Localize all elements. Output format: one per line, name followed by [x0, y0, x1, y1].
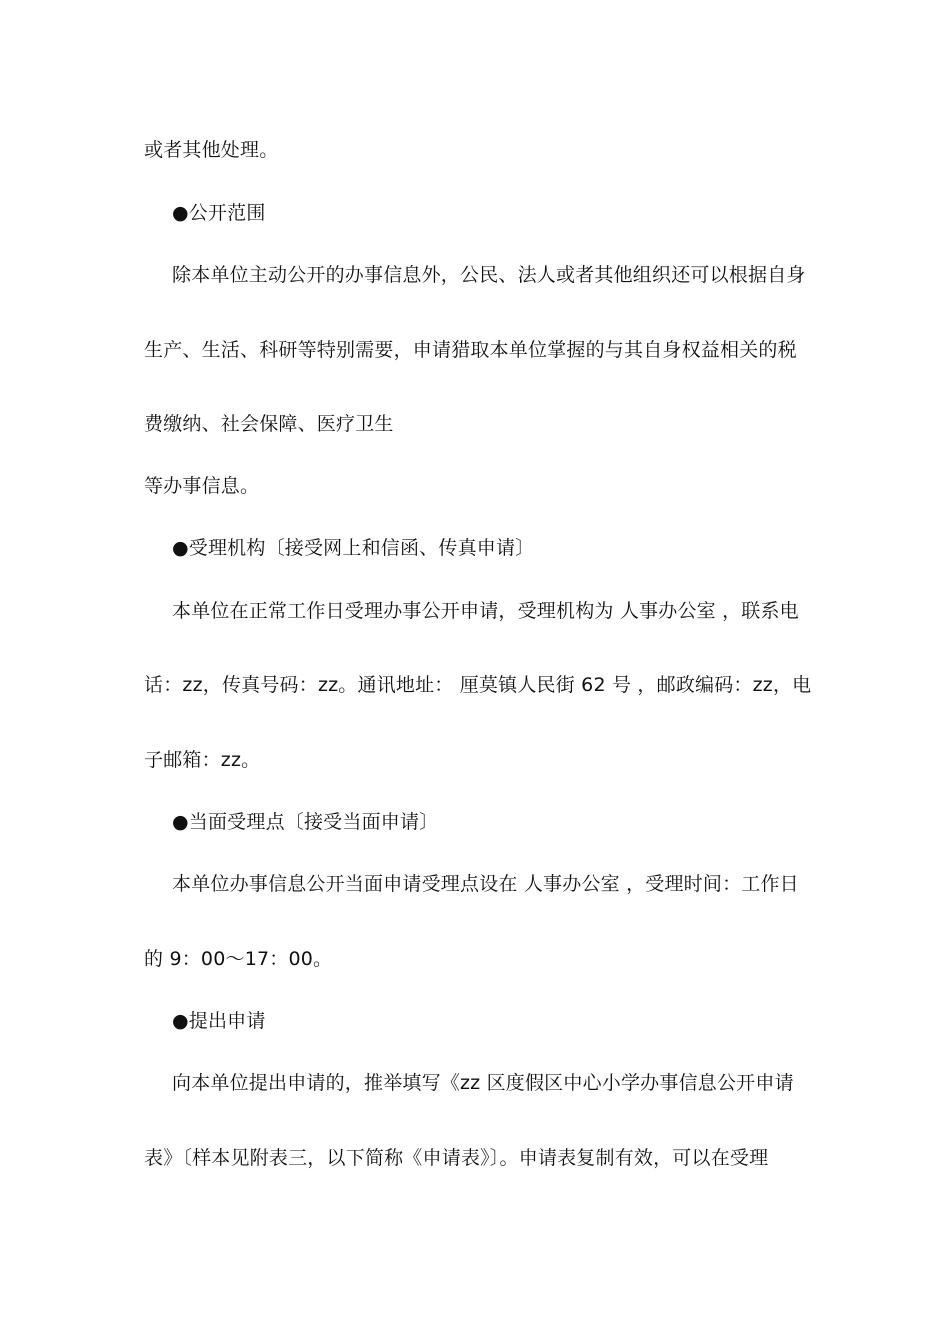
section-heading-scope: ●公开范围	[172, 202, 266, 224]
paragraph-line: 除本单位主动公开的办事信息外，公民、法人或者其他组织还可以根据自身	[172, 264, 806, 286]
paragraph-line: 生产、生活、科研等特别需要，申请猎取本单位掌握的与其自身权益相关的税	[144, 339, 797, 361]
paragraph-line: 本单位办事信息公开当面申请受理点设在 人事办公室 ，受理时间：工作日	[172, 873, 799, 895]
paragraph-line: 向本单位提出申请的，推举填写《zz 区度假区中心小学办事信息公开申请	[172, 1072, 794, 1094]
section-heading-apply: ●提出申请	[172, 1010, 266, 1032]
paragraph-line: 或者其他处理。	[144, 139, 279, 161]
paragraph-line: 本单位在正常工作日受理办事公开申请，受理机构为 人事办公室 ，联系电	[172, 600, 799, 622]
paragraph-line: 的 9：00～17：00。	[144, 948, 333, 970]
section-heading-in-person: ●当面受理点〔接受当面申请〕	[172, 811, 439, 833]
paragraph-line: 子邮箱：zz。	[144, 749, 261, 771]
section-heading-agency: ●受理机构〔接受网上和信函、传真申请〕	[172, 537, 535, 559]
paragraph-line: 等办事信息。	[144, 475, 260, 497]
paragraph-line: 话：zz，传真号码：zz。通讯地址： 厘莫镇人民街 62 号 ，邮政编码：zz，电	[144, 674, 812, 696]
paragraph-line: 费缴纳、社会保障、医疗卫生	[144, 413, 394, 435]
paragraph-line: 表》〔样本见附表三，以下简称《申请表》〕。申请表复制有效，可以在受理	[144, 1147, 769, 1169]
